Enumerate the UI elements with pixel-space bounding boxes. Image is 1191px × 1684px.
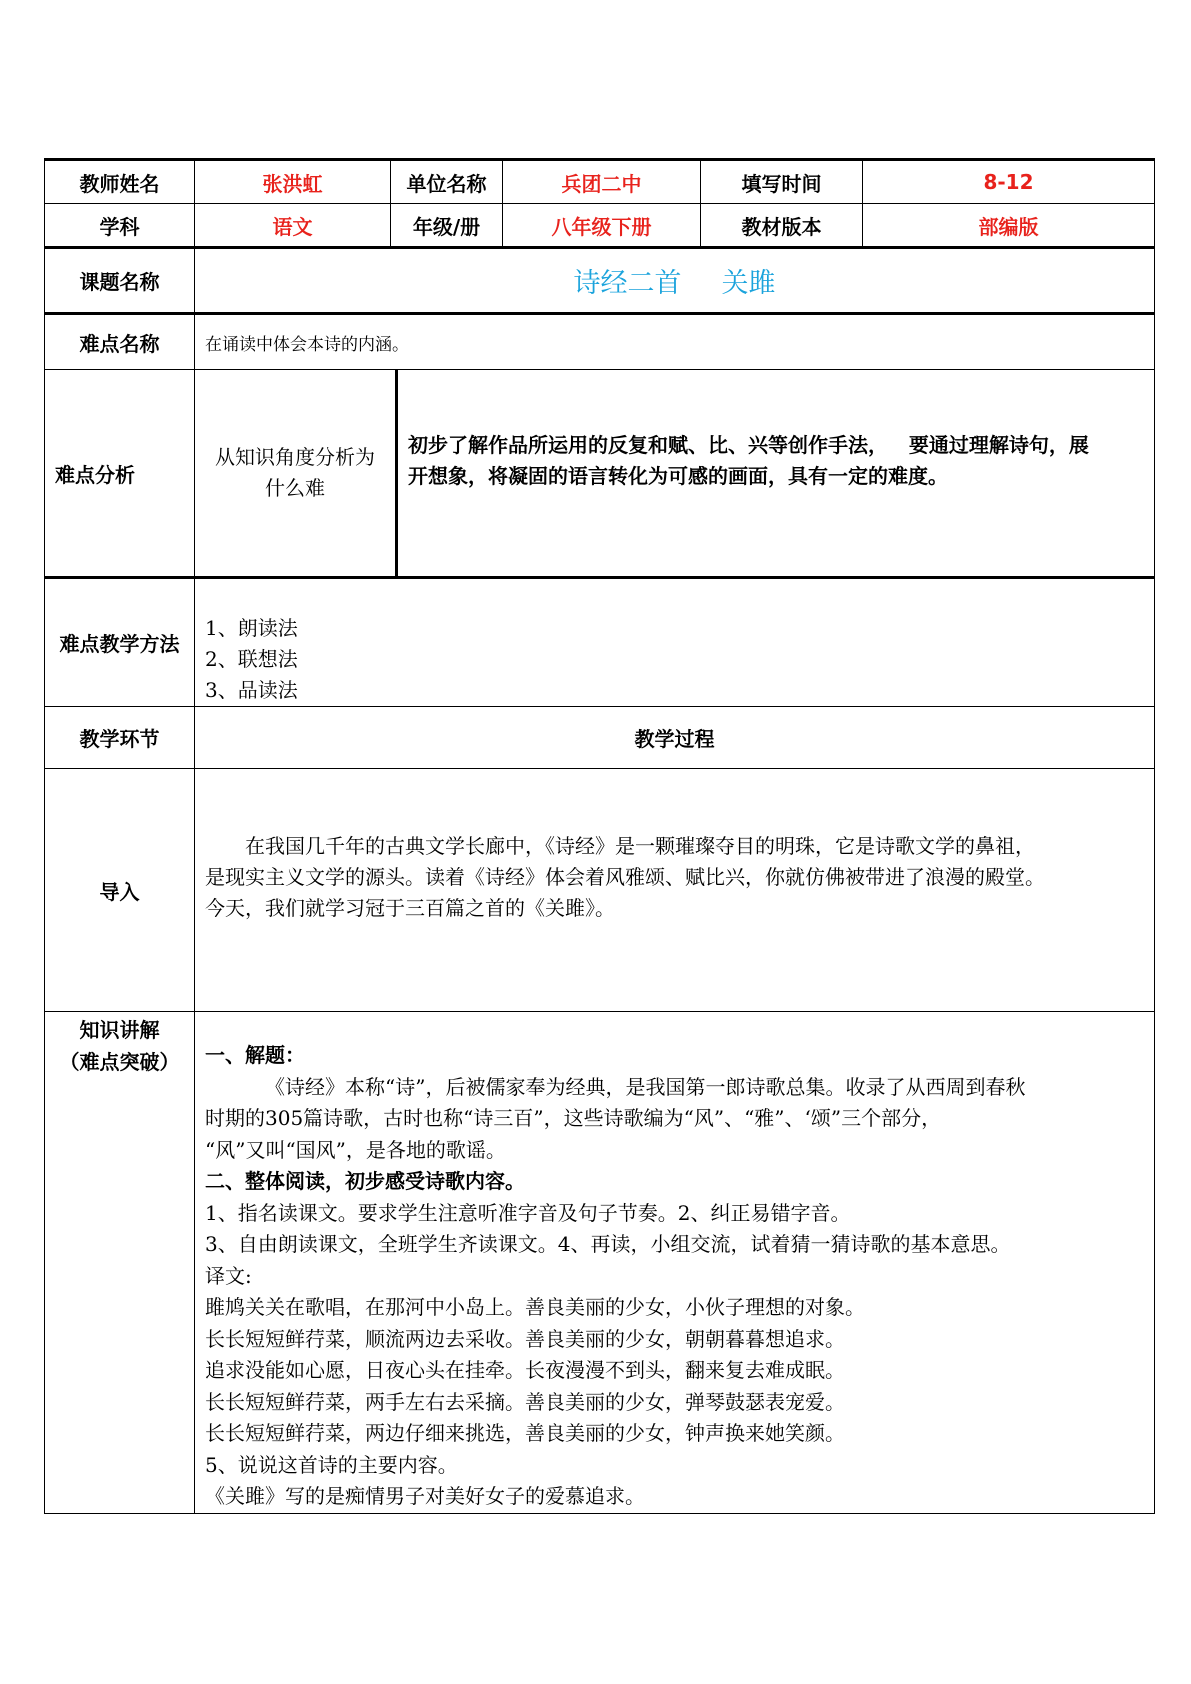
methods-list [195, 578, 1155, 707]
method-item: 3、品读法 [205, 678, 298, 702]
analysis-content-line2: 开想象，将凝固的语言转化为可感的画面，具有一定的难度。 [408, 464, 948, 488]
intro-line: 在我国几千年的古典文学长廊中，《诗经》是一颗璀璨夺目的明珠，它是诗歌文学的鼻祖， [245, 834, 1035, 858]
intro-label: 导入 [45, 769, 195, 1012]
topic-title-part2: 关雎 [721, 268, 776, 299]
section1-title: 一、解题： [205, 1043, 305, 1067]
difficulty-value: 在诵读中体会本诗的内涵。 [195, 314, 1155, 370]
topic-title-part1: 诗经二首 [573, 268, 682, 299]
method-item: 1、朗读法 [205, 616, 298, 640]
analysis-inner-table [195, 370, 1154, 576]
section1-line: “风”又叫“国风”，是各地的歌谣。 [205, 1137, 506, 1162]
knowledge-label-line2: （难点突破） [59, 1050, 180, 1074]
subject-value: 语文 [195, 204, 391, 248]
knowledge-label [45, 1012, 195, 1514]
section2-line: 雎鸠关关在歌唱，在那河中小岛上。善良美丽的少女，小伙子理想的对象。 [205, 1295, 865, 1319]
unit-value: 兵团二中 [503, 160, 701, 204]
analysis-label: 难点分析 [45, 370, 195, 578]
topic-title [195, 248, 1155, 314]
method-item: 2、联想法 [205, 647, 298, 671]
methods-label: 难点教学方法 [45, 578, 195, 707]
teacher-label: 教师姓名 [45, 160, 195, 204]
section2-line: 3、自由朗读课文，全班学生齐读课文。4、再读，小组交流，试着猜一猜诗歌的基本意思。 [205, 1232, 1011, 1256]
knowledge-content [195, 1012, 1155, 1514]
teacher-value: 张洪虹 [195, 160, 391, 204]
section2-line: 追求没能如心愿，日夜心头在挂牵。长夜漫漫不到头，翻来复去难成眠。 [205, 1358, 845, 1382]
analysis-content [397, 370, 1155, 576]
section2-line: 长长短短鲜荇菜，顺流两边去采收。善良美丽的少女，朝朝暮暮想追求。 [205, 1326, 845, 1351]
intro-line: 今天，我们就学习冠于三百篇之首的《关雎》。 [205, 896, 615, 920]
date-label: 填写时间 [701, 160, 863, 204]
process-label: 教学环节 [45, 707, 195, 769]
lesson-plan-table [44, 158, 1155, 1514]
date-value: 8-12 [863, 160, 1155, 204]
section2-line: 译文: [205, 1263, 252, 1288]
subject-label: 学科 [45, 204, 195, 248]
unit-label: 单位名称 [391, 160, 503, 204]
analysis-sub-label-line1: 从知识角度分析为 [215, 445, 375, 469]
grade-label: 年级/册 [391, 204, 503, 248]
section2-line: 5、说说这首诗的主要内容。 [205, 1452, 458, 1477]
analysis-sub-label-line2: 什么难 [265, 476, 325, 500]
section2-line: 长长短短鲜荇菜，两手左右去采摘。善良美丽的少女，弹琴鼓瑟表宠爱。 [205, 1389, 845, 1414]
knowledge-label-line1: 知识讲解 [79, 1018, 160, 1042]
difficulty-label: 难点名称 [45, 314, 195, 370]
lesson-plan-page [44, 158, 1154, 1514]
analysis-cell [195, 370, 1155, 578]
intro-line: 是现实主义文学的源头。读着《诗经》体会着风雅颂、赋比兴，你就仿佛被带进了浪漫的殿堂。 [205, 865, 1045, 889]
section2-line: 长长短短鲜荇菜，两边仔细来挑选，善良美丽的少女，钟声换来她笑颜。 [205, 1421, 845, 1445]
topic-label: 课题名称 [45, 248, 195, 314]
edition-label: 教材版本 [701, 204, 863, 248]
intro-content [195, 769, 1155, 1012]
grade-value: 八年级下册 [503, 204, 701, 248]
analysis-sub-label [195, 370, 397, 576]
section2-title: 二、整体阅读，初步感受诗歌内容。 [205, 1169, 525, 1193]
section2-line: 1、指名读课文。要求学生注意听准字音及句子节奏。2、纠正易错字音。 [205, 1200, 851, 1225]
section1-line: 时期的305篇诗歌，古时也称“诗三百”，这些诗歌编为“风”、“雅”、‘颂”三个部分， [205, 1106, 942, 1130]
section1-line: 《诗经》本称“诗”，后被儒家奉为经典，是我国第一郎诗歌总集。收录了从西周到春秋 [265, 1074, 1026, 1099]
analysis-content-line1: 初步了解作品所运用的反复和赋、比、兴等创作手法， 要通过理解诗句，展 [408, 433, 1089, 457]
section2-line: 《关雎》写的是痴情男子对美好女子的爱慕追求。 [205, 1484, 645, 1508]
process-value: 教学过程 [195, 707, 1155, 769]
edition-value: 部编版 [863, 204, 1155, 248]
